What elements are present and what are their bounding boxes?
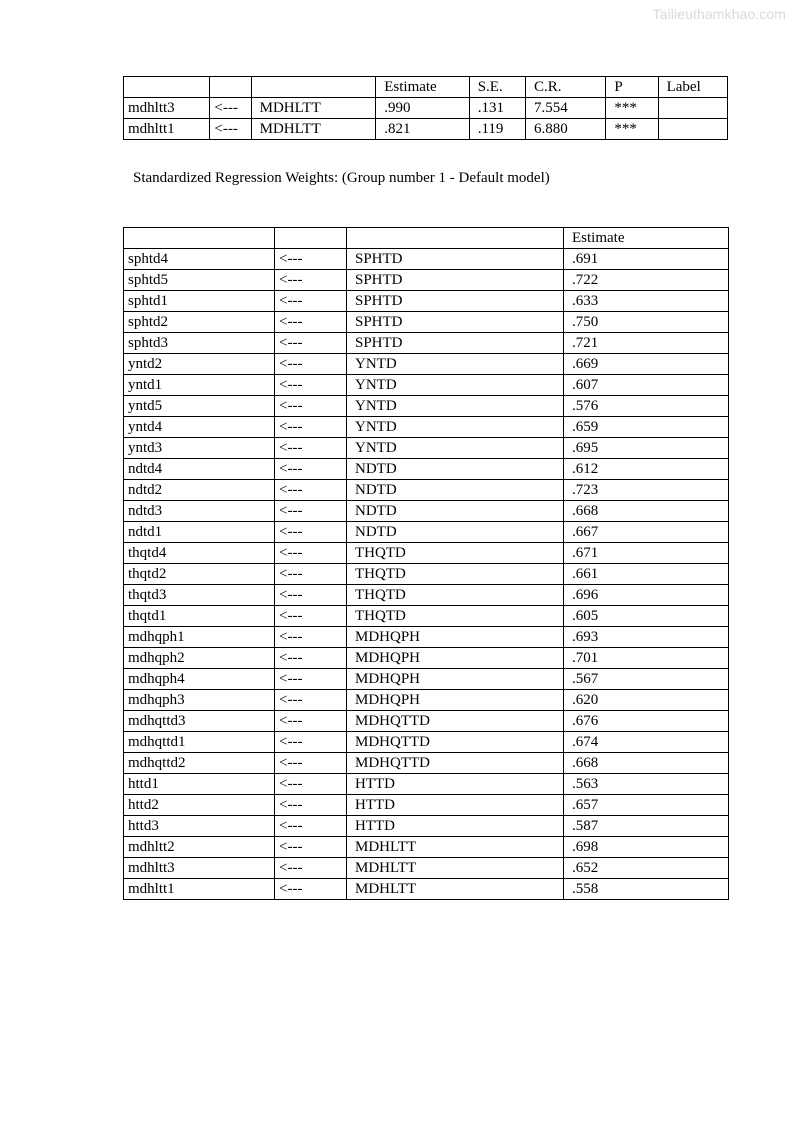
- table-row: [124, 774, 729, 795]
- table-cell: <---: [275, 396, 347, 417]
- table-cell: P: [606, 77, 658, 98]
- table-row: [124, 417, 729, 438]
- table-cell: .587: [564, 816, 729, 837]
- table-cell: [658, 98, 727, 119]
- table-row: [124, 711, 729, 732]
- table-cell: [347, 228, 564, 249]
- table-cell: .567: [564, 669, 729, 690]
- table-cell: YNTD: [347, 438, 564, 459]
- table-cell: S.E.: [469, 77, 525, 98]
- table-cell: sphtd1: [124, 291, 275, 312]
- table-cell: <---: [210, 98, 251, 119]
- table-cell: <---: [275, 774, 347, 795]
- table-cell: <---: [275, 501, 347, 522]
- table-cell: ***: [606, 119, 658, 140]
- table-row: [124, 858, 729, 879]
- table-row: [124, 480, 729, 501]
- table-cell: thqtd4: [124, 543, 275, 564]
- table-cell: <---: [275, 249, 347, 270]
- table-row: [124, 119, 728, 140]
- table-cell: .701: [564, 648, 729, 669]
- table-cell: <---: [275, 270, 347, 291]
- table-cell: .668: [564, 753, 729, 774]
- standardized-weights-heading: Standardized Regression Weights: (Group number 1 - Default model): [133, 170, 550, 186]
- table-cell: thqtd3: [124, 585, 275, 606]
- table-row: [124, 627, 729, 648]
- table-cell: httd1: [124, 774, 275, 795]
- regression-weights-table: [123, 76, 728, 140]
- table-cell: .750: [564, 312, 729, 333]
- table-cell: SPHTD: [347, 312, 564, 333]
- table-cell: .661: [564, 564, 729, 585]
- table-cell: <---: [275, 333, 347, 354]
- table-cell: 6.880: [525, 119, 605, 140]
- table-cell: MDHQTTD: [347, 732, 564, 753]
- table-cell: .659: [564, 417, 729, 438]
- table-cell: .696: [564, 585, 729, 606]
- table-cell: mdhqttd3: [124, 711, 275, 732]
- table-cell: MDHLTT: [251, 98, 376, 119]
- table-cell: sphtd4: [124, 249, 275, 270]
- table-cell: mdhqph4: [124, 669, 275, 690]
- table-cell: <---: [275, 627, 347, 648]
- table-cell: yntd1: [124, 375, 275, 396]
- table-cell: <---: [275, 732, 347, 753]
- table-cell: .563: [564, 774, 729, 795]
- table-cell: NDTD: [347, 501, 564, 522]
- table-cell: YNTD: [347, 417, 564, 438]
- table-cell: .723: [564, 480, 729, 501]
- table-cell: <---: [275, 564, 347, 585]
- table-row: [124, 459, 729, 480]
- table-cell: MDHLTT: [347, 858, 564, 879]
- table-row: [124, 732, 729, 753]
- table-cell: .674: [564, 732, 729, 753]
- table-row: [124, 270, 729, 291]
- table-cell: sphtd2: [124, 312, 275, 333]
- table-cell: Estimate: [564, 228, 729, 249]
- table-cell: mdhqph3: [124, 690, 275, 711]
- table-row: [124, 291, 729, 312]
- table-cell: .693: [564, 627, 729, 648]
- table-cell: .722: [564, 270, 729, 291]
- table-cell: Label: [658, 77, 727, 98]
- table-row: [124, 648, 729, 669]
- table-cell: yntd3: [124, 438, 275, 459]
- table-cell: .131: [469, 98, 525, 119]
- table-cell: <---: [275, 837, 347, 858]
- table-cell: .607: [564, 375, 729, 396]
- table-row: [124, 753, 729, 774]
- table-row: [124, 879, 729, 900]
- table-cell: ***: [606, 98, 658, 119]
- table-cell: SPHTD: [347, 270, 564, 291]
- table-cell: .669: [564, 354, 729, 375]
- table-cell: SPHTD: [347, 291, 564, 312]
- table-cell: C.R.: [525, 77, 605, 98]
- table-cell: <---: [275, 312, 347, 333]
- table-cell: [251, 77, 376, 98]
- table-cell: sphtd3: [124, 333, 275, 354]
- table-cell: THQTD: [347, 564, 564, 585]
- table-cell: HTTD: [347, 816, 564, 837]
- table-cell: THQTD: [347, 606, 564, 627]
- table-cell: <---: [275, 354, 347, 375]
- table-cell: <---: [275, 375, 347, 396]
- table-row: [124, 396, 729, 417]
- table-cell: YNTD: [347, 375, 564, 396]
- table-row: [124, 585, 729, 606]
- table-cell: MDHQTTD: [347, 753, 564, 774]
- table-cell: <---: [275, 438, 347, 459]
- table-cell: MDHQPH: [347, 690, 564, 711]
- table-cell: mdhltt1: [124, 119, 210, 140]
- table-cell: mdhqph2: [124, 648, 275, 669]
- table-cell: mdhqph1: [124, 627, 275, 648]
- table-cell: .620: [564, 690, 729, 711]
- table-cell: MDHLTT: [251, 119, 376, 140]
- table-cell: .119: [469, 119, 525, 140]
- table-row: [124, 354, 729, 375]
- table-cell: .652: [564, 858, 729, 879]
- table-row: [124, 333, 729, 354]
- table-cell: .676: [564, 711, 729, 732]
- table-cell: HTTD: [347, 795, 564, 816]
- table-row: [124, 837, 729, 858]
- table-cell: SPHTD: [347, 249, 564, 270]
- table-cell: mdhltt3: [124, 98, 210, 119]
- table-row: [124, 501, 729, 522]
- table-row: [124, 606, 729, 627]
- table-cell: NDTD: [347, 480, 564, 501]
- table-cell: mdhltt2: [124, 837, 275, 858]
- table-row: [124, 522, 729, 543]
- table-cell: MDHQPH: [347, 669, 564, 690]
- table-cell: mdhltt1: [124, 879, 275, 900]
- table-cell: [124, 228, 275, 249]
- table-cell: <---: [275, 543, 347, 564]
- table-row: [124, 438, 729, 459]
- table-cell: yntd4: [124, 417, 275, 438]
- table-cell: <---: [275, 669, 347, 690]
- table-cell: SPHTD: [347, 333, 564, 354]
- table-cell: <---: [275, 522, 347, 543]
- table-cell: sphtd5: [124, 270, 275, 291]
- table-cell: YNTD: [347, 396, 564, 417]
- table-cell: [210, 77, 251, 98]
- table-cell: MDHLTT: [347, 837, 564, 858]
- table-cell: YNTD: [347, 354, 564, 375]
- table-cell: .721: [564, 333, 729, 354]
- table-cell: mdhqttd1: [124, 732, 275, 753]
- table-cell: mdhltt3: [124, 858, 275, 879]
- table-cell: ndtd2: [124, 480, 275, 501]
- table-header-row: [124, 228, 729, 249]
- table-row: [124, 249, 729, 270]
- table-cell: .576: [564, 396, 729, 417]
- table-cell: .558: [564, 879, 729, 900]
- table-cell: MDHLTT: [347, 879, 564, 900]
- table-cell: <---: [275, 795, 347, 816]
- table-cell: .698: [564, 837, 729, 858]
- table-cell: httd2: [124, 795, 275, 816]
- table-row: [124, 543, 729, 564]
- table-cell: <---: [275, 417, 347, 438]
- table-cell: NDTD: [347, 522, 564, 543]
- table-cell: <---: [275, 711, 347, 732]
- table-cell: .633: [564, 291, 729, 312]
- table-cell: ndtd4: [124, 459, 275, 480]
- table-cell: thqtd2: [124, 564, 275, 585]
- table-row: [124, 690, 729, 711]
- table-cell: .821: [376, 119, 469, 140]
- table-cell: <---: [275, 816, 347, 837]
- table-cell: ndtd1: [124, 522, 275, 543]
- table-cell: MDHQPH: [347, 648, 564, 669]
- table-cell: <---: [210, 119, 251, 140]
- table-cell: Estimate: [376, 77, 469, 98]
- table-cell: .671: [564, 543, 729, 564]
- table-cell: ndtd3: [124, 501, 275, 522]
- table-row: [124, 564, 729, 585]
- table-cell: [124, 77, 210, 98]
- table-cell: .668: [564, 501, 729, 522]
- table-cell: httd3: [124, 816, 275, 837]
- table-header-row: [124, 77, 728, 98]
- table-row: [124, 312, 729, 333]
- table-cell: <---: [275, 879, 347, 900]
- table-cell: MDHQTTD: [347, 711, 564, 732]
- table-cell: <---: [275, 648, 347, 669]
- table-cell: [658, 119, 727, 140]
- table-cell: <---: [275, 291, 347, 312]
- table-cell: THQTD: [347, 585, 564, 606]
- table-cell: <---: [275, 858, 347, 879]
- table-cell: yntd2: [124, 354, 275, 375]
- table-cell: 7.554: [525, 98, 605, 119]
- standardized-regression-weights-table: [123, 227, 729, 900]
- watermark-text: Tailieuthamkhao.com: [652, 6, 786, 22]
- table-cell: .612: [564, 459, 729, 480]
- table-row: [124, 375, 729, 396]
- table-cell: <---: [275, 459, 347, 480]
- table-cell: thqtd1: [124, 606, 275, 627]
- table-cell: .605: [564, 606, 729, 627]
- table-cell: THQTD: [347, 543, 564, 564]
- table-cell: .691: [564, 249, 729, 270]
- table-row: [124, 795, 729, 816]
- table-row: [124, 669, 729, 690]
- table-cell: .990: [376, 98, 469, 119]
- table-cell: <---: [275, 585, 347, 606]
- table-cell: [275, 228, 347, 249]
- table-row: [124, 816, 729, 837]
- table-cell: .657: [564, 795, 729, 816]
- table-row: [124, 98, 728, 119]
- table-cell: MDHQPH: [347, 627, 564, 648]
- table-cell: <---: [275, 480, 347, 501]
- table-cell: yntd5: [124, 396, 275, 417]
- table-cell: NDTD: [347, 459, 564, 480]
- table-cell: .695: [564, 438, 729, 459]
- table-cell: .667: [564, 522, 729, 543]
- table-cell: mdhqttd2: [124, 753, 275, 774]
- table-cell: <---: [275, 606, 347, 627]
- table-cell: <---: [275, 690, 347, 711]
- table-cell: <---: [275, 753, 347, 774]
- table-cell: HTTD: [347, 774, 564, 795]
